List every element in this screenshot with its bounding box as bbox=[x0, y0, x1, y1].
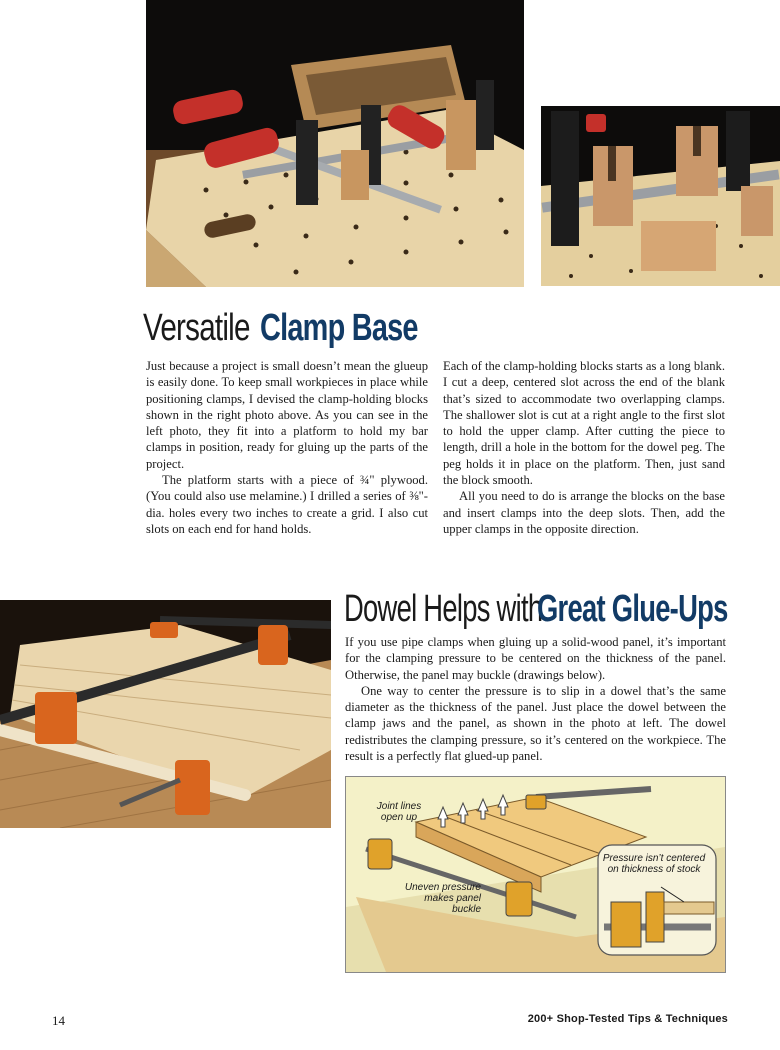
article1-title-light: Versatile bbox=[143, 307, 250, 349]
page-number: 14 bbox=[52, 1013, 65, 1028]
label-uneven-pressure: Uneven pressure makes panel buckle bbox=[404, 882, 481, 915]
clamp-blocks-photo bbox=[541, 106, 780, 286]
article1-col2-para1: Each of the clamp-holding blocks starts as a long blank. I cut a deep, centered slot across the end of the blank that’s sized to accommodate two overlapping clamps. The shallower slot is cut at a right angle to the first slot to hold the upper clamp. After cutting the piece to length, drill a hole in the bottom for the dowel peg. The peg holds it in place on the platform. Then, just sand the block smooth. bbox=[443, 359, 725, 488]
article2-title-bold: Great Glue-Ups bbox=[537, 588, 729, 630]
article1-title-bold: Clamp Base bbox=[259, 307, 418, 349]
article2-title-light: Dowel Helps with bbox=[344, 588, 543, 630]
article1-col2-para2: All you need to do is arrange the blocks on the base and insert clamps into the deep slots. Then, add the upper clamps in the opposite direction. bbox=[443, 489, 725, 536]
article2-title bbox=[344, 588, 780, 632]
article1-col1-para1: Just because a project is small doesn’t mean the glueup is easily done. To keep small workpieces in place while positioning clamps, I devised the clamp-holding blocks shown in the right photo above. As you can see in the left photo, they fit into a platform to hold my bar clamps in position, ready for gluing up the parts of the project. bbox=[146, 359, 428, 471]
article1-column-2 bbox=[443, 358, 725, 537]
article2-para1: If you use pipe clamps when gluing up a solid-wood panel, it’s important for the clamping pressure to be centered on the thickness of the panel. Otherwise, the panel may buckle (drawings below). bbox=[345, 635, 726, 682]
article1-title bbox=[143, 307, 467, 351]
label-pressure-not-centered: Pressure isn’t centered on thickness of stock bbox=[602, 853, 706, 875]
pipe-clamp-dowel-photo bbox=[0, 600, 331, 828]
article1-col1-para2: The platform starts with a piece of ¾" plywood. (You could also use melamine.) I drilled a series of ⅜"-dia. holes every two inches to create a grid. I also cut slots on each end for hand holds. bbox=[146, 473, 428, 536]
article1-column-1 bbox=[146, 358, 428, 537]
label-joint-lines: Joint lines open up bbox=[376, 801, 422, 823]
clamp-base-photo bbox=[146, 0, 524, 287]
article2-para2: One way to center the pressure is to slip in a dowel that’s the same diameter as the thickness of the panel. Just place the dowel between the clamp jaws and the panel, as shown in the photo at left. The dowel redistributes the clamping pressure, so it’s centered on the workpiece. The result is a perfectly flat glued-up panel. bbox=[345, 683, 726, 764]
book-title: 200+ Shop-Tested Tips & Techniques bbox=[527, 1013, 728, 1025]
article2-body bbox=[345, 634, 726, 764]
